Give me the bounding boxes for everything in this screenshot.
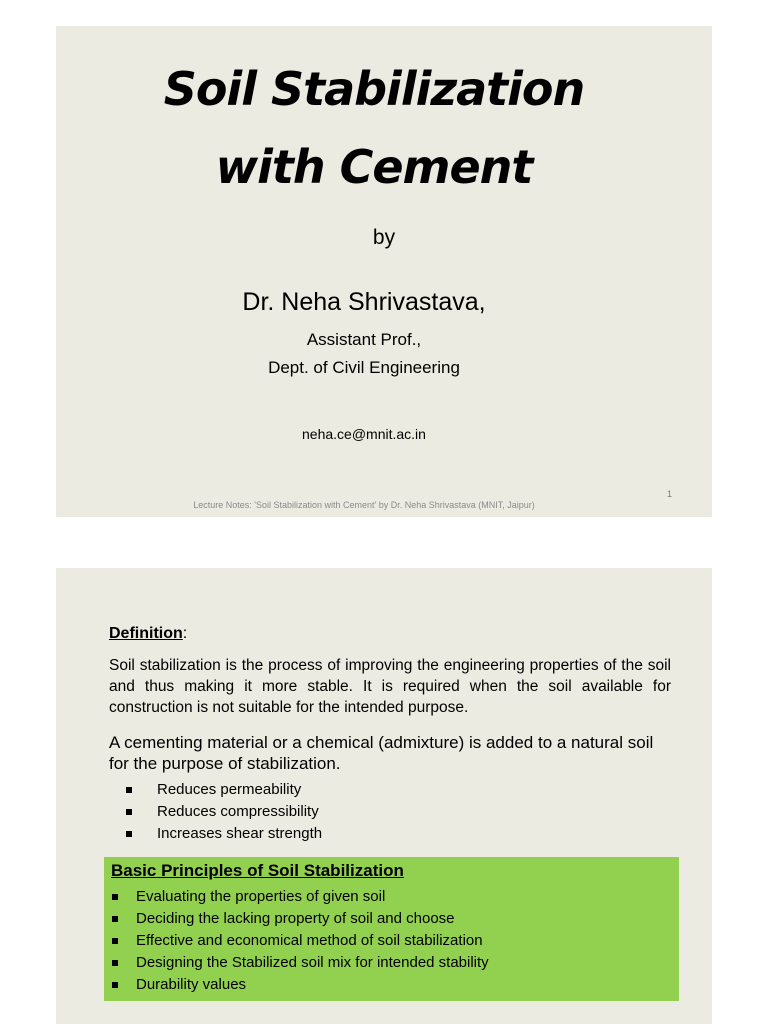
- list-item-text: Evaluating the properties of given soil: [136, 888, 386, 905]
- list-item: [157, 823, 322, 845]
- principles-box: [104, 857, 679, 1001]
- list-item: [136, 930, 489, 952]
- list-item-text: Reduces compressibility: [157, 803, 319, 820]
- bullet-icon: [112, 960, 118, 966]
- list-item: [136, 952, 489, 974]
- effects-list: [157, 779, 322, 845]
- list-item-text: Increases shear strength: [157, 825, 323, 842]
- slide-title-line2: with Cement: [215, 140, 533, 194]
- slide-title-line1: Soil Stabilization: [163, 62, 585, 116]
- list-item: [136, 974, 489, 996]
- definition-heading: [109, 625, 187, 643]
- definition-text: Soil stabilization is the process of improving the engineering properties of the soil and thus making it more stable. It is required when the soil available for construction is not suitable for the intended purpose.: [109, 657, 671, 716]
- list-item: [136, 908, 489, 930]
- definition-colon: :: [182, 625, 188, 642]
- definition-heading-label: Definition: [109, 625, 183, 642]
- bullet-icon: [112, 916, 118, 922]
- list-item-text: Effective and economical method of soil stabilization: [136, 932, 483, 949]
- bullet-icon: [112, 894, 118, 900]
- definition-slide: [56, 568, 712, 1024]
- bullet-icon: [112, 938, 118, 944]
- slide-footer: Lecture Notes: 'Soil Stabilization with Cement' by Dr. Neha Shrivastava (MNIT, Jaipur): [193, 500, 535, 510]
- author-role: Assistant Prof.,: [306, 330, 422, 349]
- bullet-icon: [112, 982, 118, 988]
- by-text: by: [372, 226, 396, 249]
- list-item: [157, 779, 322, 801]
- author-department: Dept. of Civil Engineering: [268, 358, 460, 377]
- list-item: [157, 801, 322, 823]
- page-number: 1: [666, 489, 672, 499]
- bullet-icon: [126, 809, 132, 815]
- principles-list: [136, 886, 489, 996]
- principles-heading: Basic Principles of Soil Stabilization: [111, 861, 404, 880]
- list-item: [136, 886, 489, 908]
- bullet-icon: [126, 787, 132, 793]
- list-item-text: Designing the Stabilized soil mix for intended stability: [136, 954, 489, 971]
- author-name: Dr. Neha Shrivastava,: [242, 288, 486, 316]
- author-email: neha.ce@mnit.ac.in: [302, 426, 426, 442]
- bullet-icon: [126, 831, 132, 837]
- title-slide: [56, 26, 712, 517]
- list-item-text: Reduces permeability: [157, 781, 302, 798]
- cement-text: A cementing material or a chemical (admixture) is added to a natural soil for the purpose of stabilization.: [109, 733, 654, 773]
- list-item-text: Durability values: [136, 976, 247, 993]
- list-item-text: Deciding the lacking property of soil and choose: [136, 910, 455, 927]
